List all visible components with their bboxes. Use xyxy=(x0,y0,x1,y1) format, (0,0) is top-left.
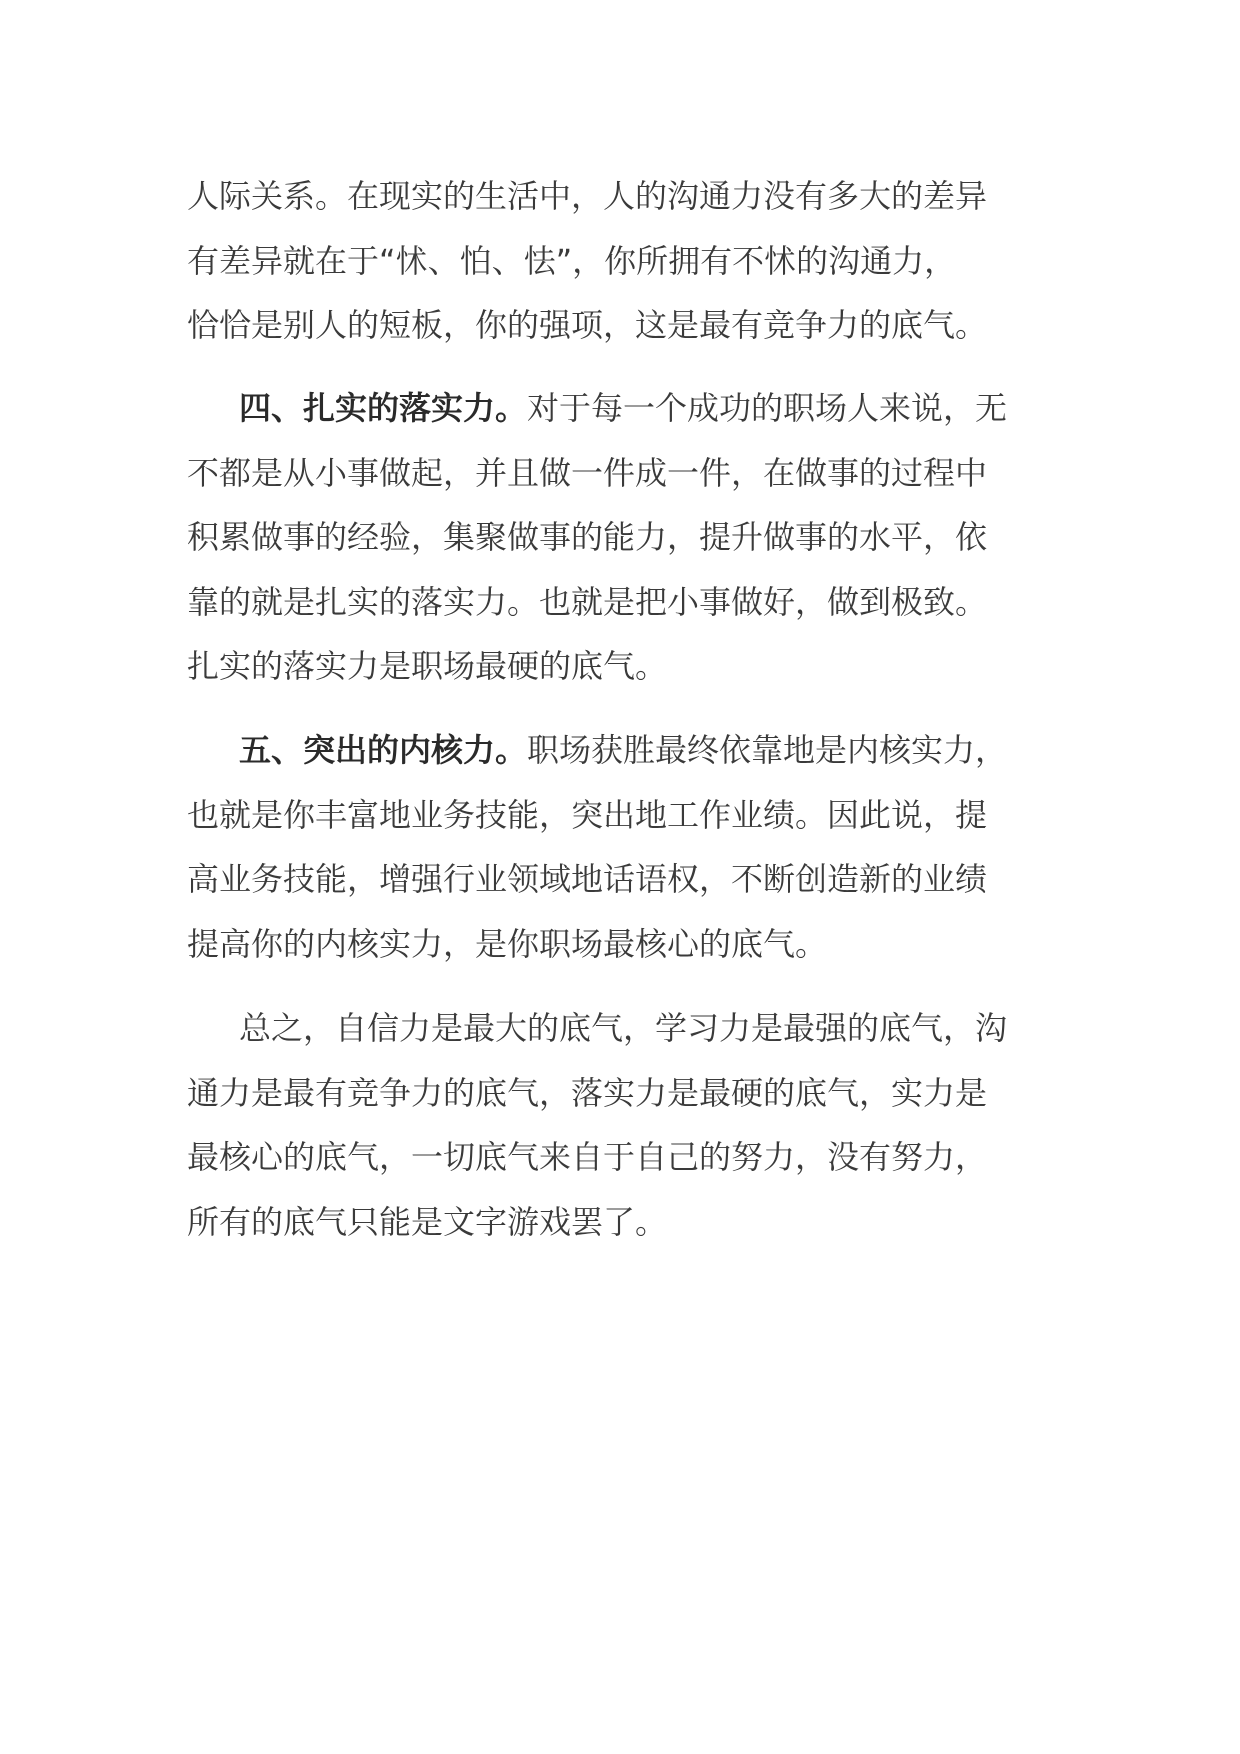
text-line: 也就是你丰富地业务技能，突出地工作业绩。因此说，提 xyxy=(187,795,988,834)
text-line: 总之，自信力是最大的底气，学习力是最强的底气，沟 xyxy=(239,1009,1008,1047)
text-line: 恰恰是别人的短板，你的强项，这是最有竞争力的底气。 xyxy=(187,306,988,344)
paragraph-implementation-ability xyxy=(187,376,1053,699)
text-line xyxy=(187,718,1053,783)
text-line: 最核心的底气，一切底气来自于自己的努力，没有努力， xyxy=(187,1138,988,1176)
text-line: 高业务技能，增强行业领域地话语权，不断创造新的业绩 xyxy=(187,860,988,898)
section-heading: 五、突出的内核力。 xyxy=(239,731,528,769)
text-line: 所有的底气只能是文字游戏罢了。 xyxy=(187,1202,668,1241)
text-line: 靠的就是扎实的落实力。也就是把小事做好，做到极致。 xyxy=(187,582,988,621)
text-line xyxy=(187,376,1053,441)
text-line: 积累做事的经验，集聚做事的能力，提升做事的水平，依 xyxy=(187,518,988,556)
text-line: 提高你的内核实力，是你职场最核心的底气。 xyxy=(187,924,828,963)
paragraph-summary xyxy=(187,996,1053,1254)
text-line: 人际关系。在现实的生活中，人的沟通力没有多大的差异 xyxy=(187,177,988,215)
text-line: 不都是从小事做起，并且做一件成一件，在做事的过程中 xyxy=(187,453,988,492)
paragraph-core-strength xyxy=(187,718,1053,976)
text-run: 对于每一个成功的职场人来说，无 xyxy=(527,389,1008,427)
text-run: 职场获胜最终依靠地是内核实力， xyxy=(527,731,1008,769)
paragraph-communication-conclusion xyxy=(187,164,1053,358)
section-heading: 四、扎实的落实力。 xyxy=(239,389,528,427)
text-line: 通力是最有竞争力的底气，落实力是最硬的底气，实力是 xyxy=(187,1073,988,1112)
text-line: 有差异就在于“怵、怕、怯”，你所拥有不怵的沟通力， xyxy=(187,241,957,280)
text-line: 扎实的落实力是职场最硬的底气。 xyxy=(187,647,668,685)
